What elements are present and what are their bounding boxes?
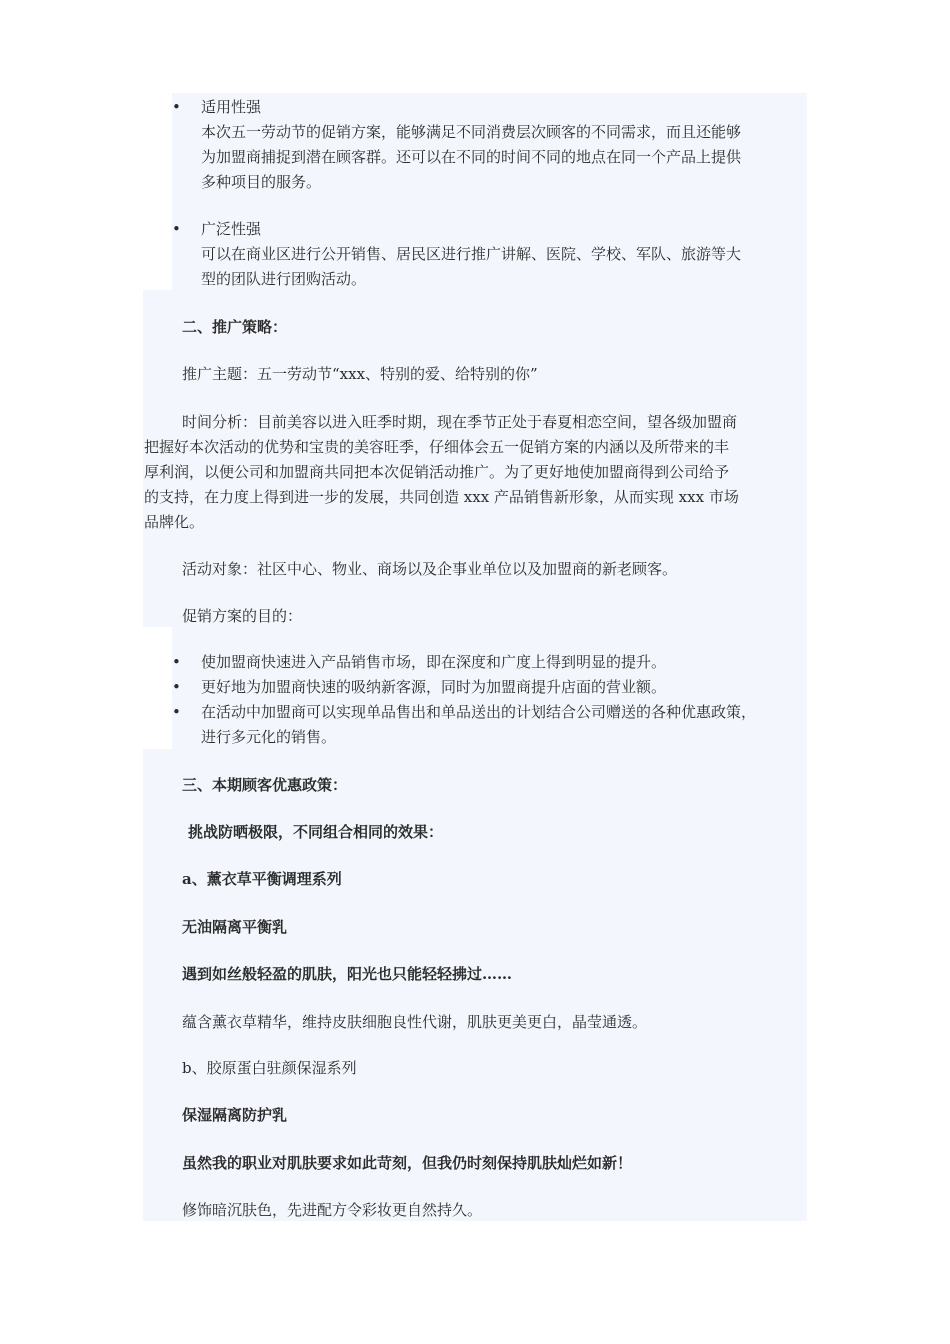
product-slogan: 虽然我的职业对肌肤要求如此苛刻，但我仍时刻保持肌肤灿烂如新！	[182, 1154, 633, 1172]
series-title: a、薰衣草平衡调理系列	[182, 870, 342, 888]
bullet-icon	[172, 217, 181, 242]
analysis-line: 的支持，在力度上得到进一步的发展，共同创造 xxx 产品销售新形象，从而实现 xxx 市场	[144, 488, 739, 506]
purpose-item: 使加盟商快速进入产品销售市场，即在深度和广度上得到明显的提升。	[201, 653, 667, 671]
section-heading: 二、推广策略：	[182, 318, 288, 336]
benefit-text-line: 多种项目的服务。	[201, 173, 322, 191]
benefit-title: 广泛性强	[201, 220, 262, 238]
section-subheading: 挑战防晒极限，不同组合相同的效果：	[188, 823, 444, 841]
benefit-text-line: 为加盟商捕捉到潜在顾客群。还可以在不同的时间不同的地点在同一个产品上提供	[201, 148, 742, 166]
product-slogan: 遇到如丝般轻盈的肌肤，阳光也只能轻轻拂过……	[182, 965, 513, 983]
bullet-icon	[172, 675, 181, 700]
bullet-icon	[172, 95, 181, 120]
promotion-theme: 推广主题：五一劳动节“xxx、特别的爱、给特别的你”	[182, 365, 538, 383]
product-name: 无油隔离平衡乳	[182, 918, 288, 936]
purpose-item-continued: 进行多元化的销售。	[201, 728, 337, 746]
bullet-icon	[172, 650, 181, 675]
analysis-line: 厚利润，以便公司和加盟商共同把本次促销活动推广。为了更好地使加盟商得到公司给予	[144, 463, 730, 481]
benefit-text-line: 本次五一劳动节的促销方案，能够满足不同消费层次顾客的不同需求，而且还能够	[201, 123, 742, 141]
bullet-icon	[172, 700, 181, 725]
section-heading: 三、本期顾客优惠政策：	[182, 776, 348, 794]
benefit-text-line: 可以在商业区进行公开销售、居民区进行推广讲解、医院、学校、军队、旅游等大	[201, 245, 742, 263]
purpose-item: 更好地为加盟商快速的吸纳新客源，同时为加盟商提升店面的营业额。	[201, 678, 667, 696]
benefit-title: 适用性强	[201, 98, 262, 116]
series-title: b、胶原蛋白驻颜保湿系列	[182, 1059, 357, 1077]
activity-target: 活动对象：社区中心、物业、商场以及企事业单位以及加盟商的新老顾客。	[182, 560, 678, 578]
benefit-text-line: 型的团队进行团购活动。	[201, 270, 367, 288]
product-description: 修饰暗沉肤色，先进配方令彩妆更自然持久。	[182, 1201, 483, 1219]
product-name: 保湿隔离防护乳	[182, 1106, 288, 1124]
analysis-line: 品牌化。	[144, 513, 205, 531]
product-description: 蕴含薰衣草精华，维持皮肤细胞良性代谢，肌肤更美更白，晶莹通透。	[182, 1013, 648, 1031]
analysis-line: 时间分析：目前美容以进入旺季时期，现在季节正处于春夏相恋空间，望各级加盟商	[182, 413, 738, 431]
purpose-item: 在活动中加盟商可以实现单品售出和单品送出的计划结合公司赠送的各种优惠政策，	[201, 703, 757, 721]
purpose-label: 促销方案的目的：	[182, 607, 303, 625]
analysis-line: 把握好本次活动的优势和宝贵的美容旺季，仔细体会五一促销方案的内涵以及所带来的丰	[144, 438, 730, 456]
